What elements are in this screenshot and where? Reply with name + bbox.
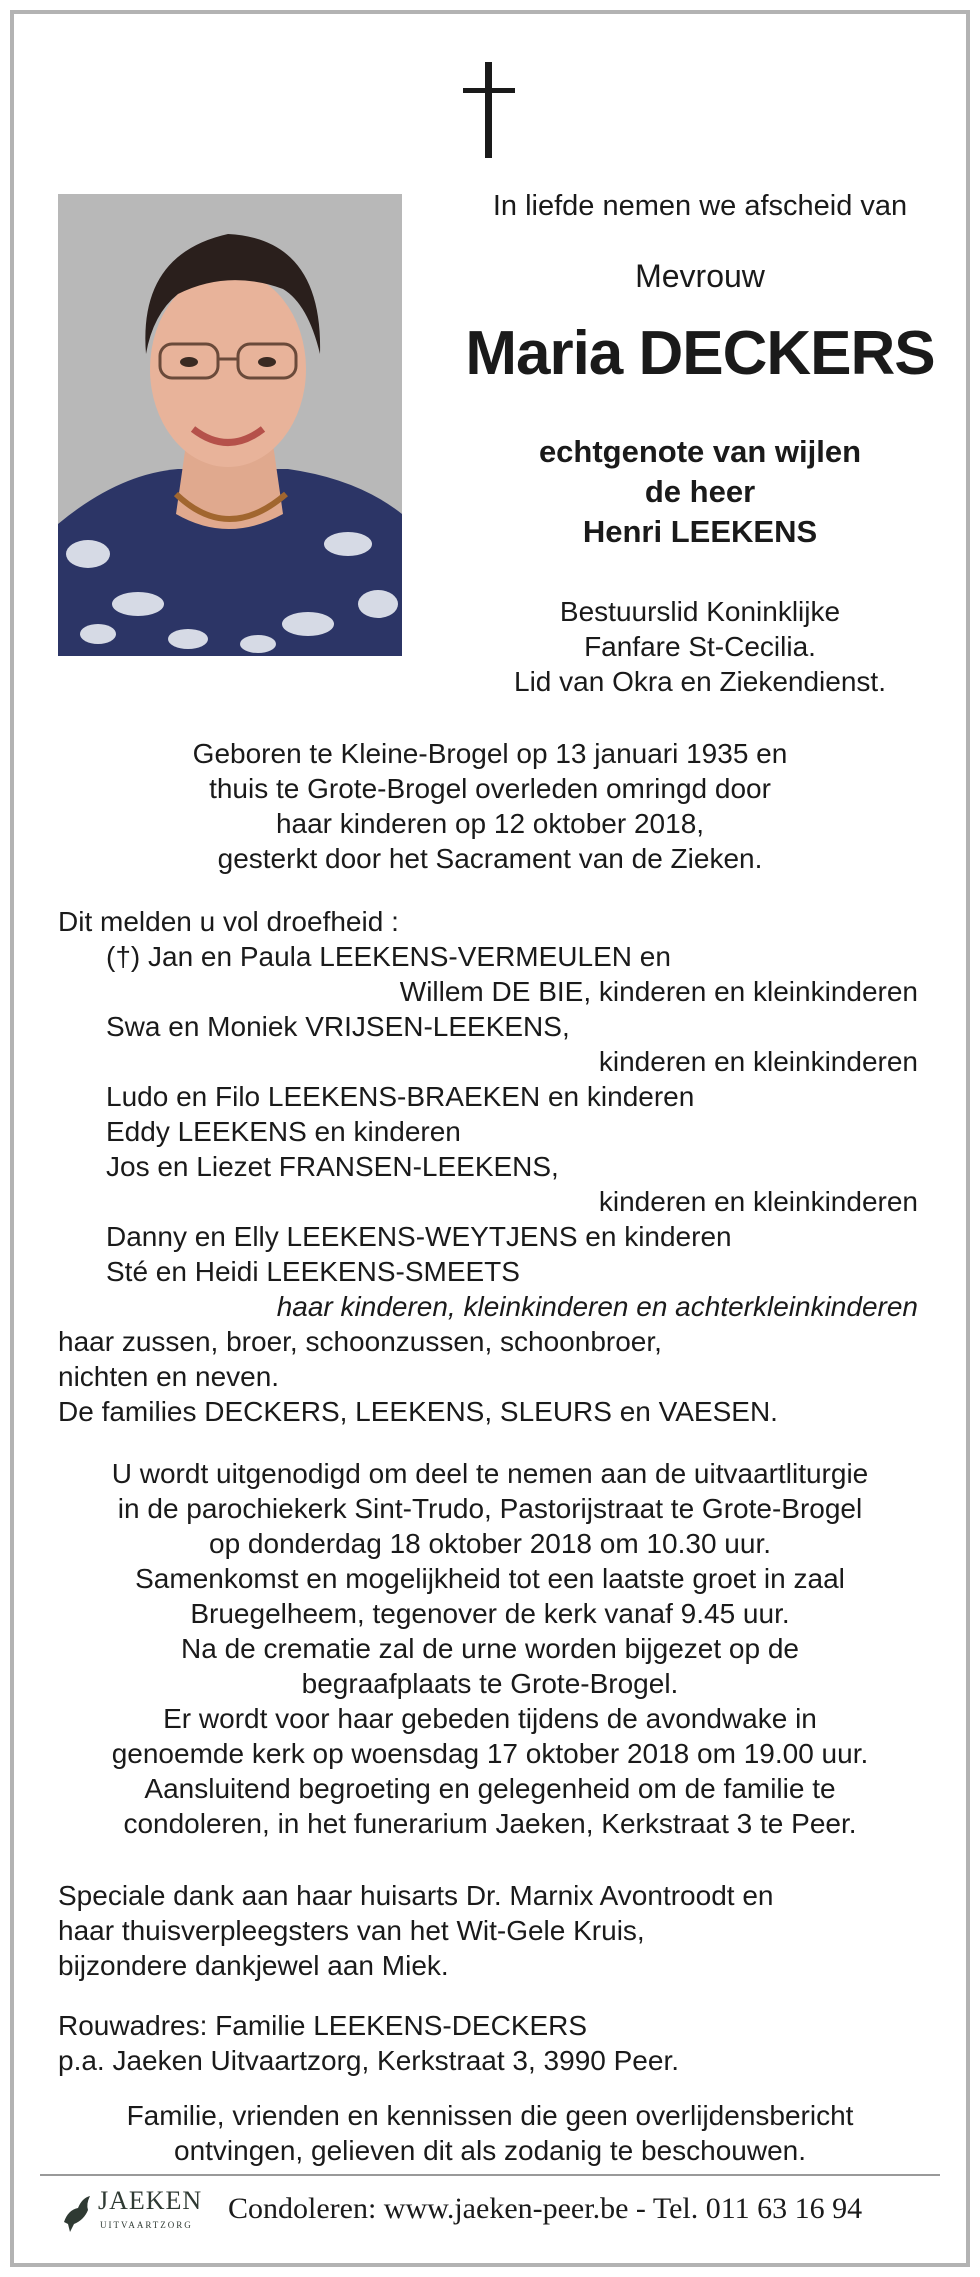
service-line: Na de crematie zal de urne worden bijgezet op de bbox=[181, 1633, 799, 1664]
family-line: Jos en Liezet FRANSEN-LEEKENS, bbox=[106, 1151, 559, 1182]
service-line: op donderdag 18 oktober 2018 om 10.30 uur. bbox=[209, 1528, 771, 1559]
footer bbox=[56, 2184, 936, 2240]
service-line: in de parochiekerk Sint-Trudo, Pastorijstraat te Grote-Brogel bbox=[117, 1493, 863, 1524]
service-line: Samenkomst en mogelijkheid tot een laatste groet in zaal bbox=[135, 1563, 845, 1594]
family-line: Eddy LEEKENS en kinderen bbox=[106, 1116, 461, 1147]
thanks-line: haar thuisverpleegsters van het Wit-Gele Kruis, bbox=[58, 1915, 645, 1946]
address-block bbox=[58, 2008, 918, 2078]
born-line: haar kinderen op 12 oktober 2018, bbox=[275, 808, 705, 839]
birth-death-block bbox=[40, 736, 940, 876]
address-line: Rouwadres: Familie LEEKENS-DECKERS bbox=[58, 2010, 588, 2041]
spouse-line: Henri LEEKENS bbox=[582, 514, 818, 549]
spouse-line: de heer bbox=[644, 474, 756, 509]
service-line: begraafplaats te Grote-Brogel. bbox=[301, 1668, 679, 1699]
service-line: Aansluitend begroeting en gelegenheid om de familie te bbox=[144, 1773, 836, 1804]
family-line: kinderen en kleinkinderen bbox=[598, 1046, 918, 1077]
dove-icon bbox=[60, 2192, 94, 2234]
family-intro: Dit melden u vol droefheid : bbox=[58, 906, 399, 937]
family-line: kinderen en kleinkinderen bbox=[598, 1186, 918, 1217]
service-line: Er wordt voor haar gebeden tijdens de avondwake in bbox=[163, 1703, 817, 1734]
role-line: Bestuurslid Koninklijke bbox=[559, 596, 841, 627]
family-line: Willem DE BIE, kinderen en kleinkinderen bbox=[399, 976, 918, 1007]
family-line: haar zussen, broer, schoonzussen, schoonbroer, bbox=[58, 1326, 662, 1357]
deceased-name: Maria DECKERS bbox=[465, 319, 935, 388]
family-line: De families DECKERS, LEEKENS, SLEURS en VAESEN. bbox=[58, 1396, 778, 1427]
thanks-line: bijzondere dankjewel aan Miek. bbox=[58, 1950, 449, 1981]
family-line: Ludo en Filo LEEKENS-BRAEKEN en kinderen bbox=[106, 1081, 695, 1112]
final-line: ontvingen, gelieven dit als zodanig te beschouwen. bbox=[174, 2135, 806, 2166]
thanks-block bbox=[58, 1878, 918, 1983]
born-line: Geboren te Kleine-Brogel op 13 januari 1935 en bbox=[192, 738, 788, 769]
cross-icon bbox=[463, 62, 515, 158]
title-prefix: Mevrouw bbox=[635, 258, 765, 294]
service-line: Bruegelheem, tegenover de kerk vanaf 9.45 uur. bbox=[190, 1598, 790, 1629]
address-line: p.a. Jaeken Uitvaartzorg, Kerkstraat 3, 3990 Peer. bbox=[58, 2045, 680, 2076]
condolences-text[interactable]: Condoleren: www.jaeken-peer.be - Tel. 011 63 16 94 bbox=[228, 2192, 863, 2225]
service-line: genoemde kerk op woensdag 17 oktober 2018 om 19.00 uur. bbox=[111, 1738, 869, 1769]
born-line: gesterkt door het Sacrament van de Zieken. bbox=[217, 843, 763, 874]
family-block bbox=[58, 904, 918, 1429]
service-block bbox=[40, 1456, 940, 1841]
family-line: haar kinderen, kleinkinderen en achterkleinkinderen bbox=[276, 1291, 918, 1322]
logo-subtitle: UITVAARTZORG bbox=[100, 2220, 193, 2230]
role-line: Lid van Okra en Ziekendienst. bbox=[514, 666, 886, 697]
service-line: condoleren, in het funerarium Jaeken, Kerkstraat 3 te Peer. bbox=[123, 1808, 857, 1839]
portrait-photo bbox=[58, 194, 402, 656]
family-line: nichten en neven. bbox=[58, 1361, 280, 1392]
logo-name: JAEKEN bbox=[98, 2186, 203, 2215]
final-line: Familie, vrienden en kennissen die geen overlijdensbericht bbox=[126, 2100, 854, 2131]
service-line: U wordt uitgenodigd om deel te nemen aan de uitvaartliturgie bbox=[111, 1458, 869, 1489]
intro-text: In liefde nemen we afscheid van bbox=[492, 190, 908, 222]
final-note bbox=[40, 2098, 940, 2168]
family-line: Danny en Elly LEEKENS-WEYTJENS en kinderen bbox=[106, 1221, 732, 1252]
family-line: Swa en Moniek VRIJSEN-LEEKENS, bbox=[106, 1011, 570, 1042]
born-line: thuis te Grote-Brogel overleden omringd door bbox=[209, 773, 771, 804]
footer-divider bbox=[40, 2174, 940, 2176]
roles-block bbox=[430, 594, 970, 699]
spouse-line: echtgenote van wijlen bbox=[538, 434, 862, 469]
jaeken-logo bbox=[56, 2184, 226, 2238]
thanks-line: Speciale dank aan haar huisarts Dr. Marnix Avontroodt en bbox=[58, 1880, 774, 1911]
family-line: (†) Jan en Paula LEEKENS-VERMEULEN en bbox=[106, 941, 671, 972]
family-line: Sté en Heidi LEEKENS-SMEETS bbox=[106, 1256, 520, 1287]
spouse-block bbox=[430, 432, 970, 552]
role-line: Fanfare St-Cecilia. bbox=[584, 631, 816, 662]
